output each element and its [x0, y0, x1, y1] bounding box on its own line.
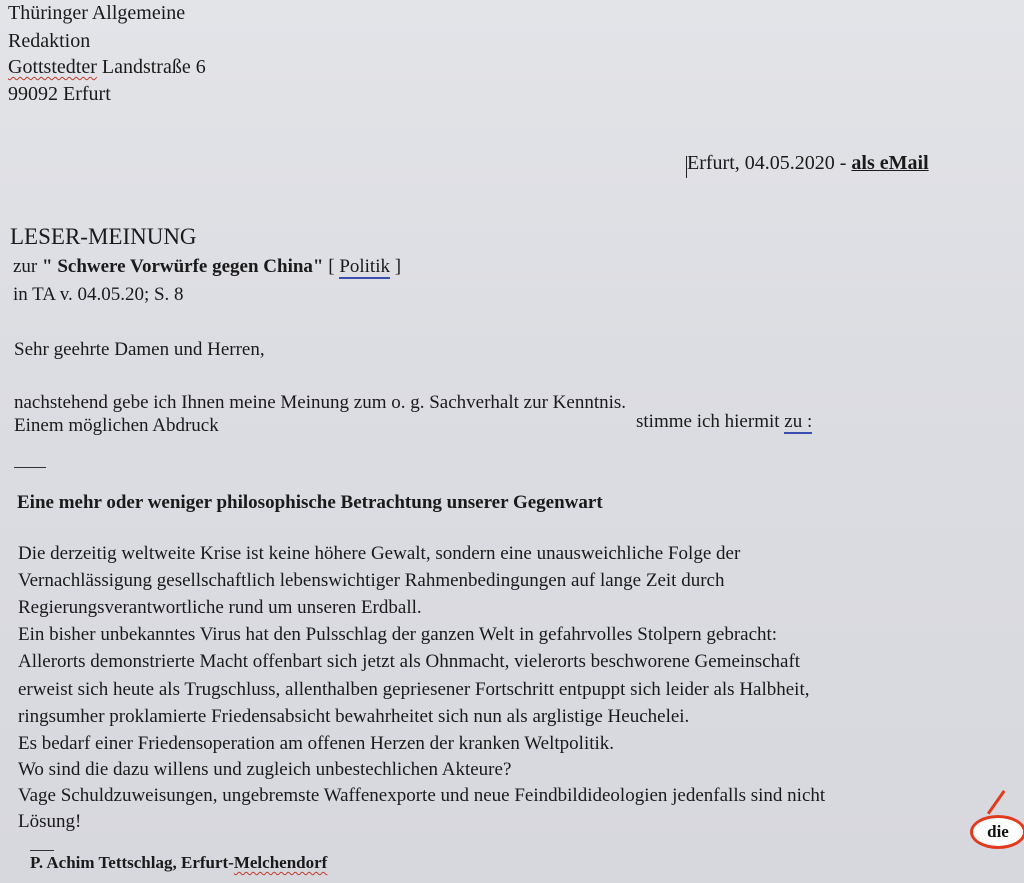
reference-section: Politik	[339, 256, 390, 277]
article-line: Ein bisher unbekanntes Virus hat den Pulsschlag der ganzen Welt in gefahrvolles Stolpern gebracht:	[18, 624, 778, 645]
article-heading: Eine mehr oder weniger philosophische Betrachtung unserer Gegenwart	[17, 492, 603, 513]
date-text: Erfurt, 04.05.2020 -	[687, 152, 852, 174]
intro-line-2: Einem möglichen Abdruck	[14, 415, 219, 436]
recipient-name: Thüringer Allgemeine	[8, 2, 186, 24]
article-line: Lösung!	[18, 811, 82, 832]
reference-bracket-open: [	[323, 256, 340, 277]
consent-line	[636, 411, 812, 433]
recipient-city: 99092 Erfurt	[8, 83, 111, 105]
separator-dash	[14, 467, 46, 468]
article-line: Wo sind die dazu willens und zugleich unbestechlichen Akteure?	[18, 759, 512, 780]
article-line: erweist sich heute als Trugschluss, allenthalben gepriesener Fortschritt entpuppt sich leider als Halbheit,	[18, 679, 810, 700]
salutation: Sehr geehrte Damen und Herren,	[14, 339, 265, 360]
street-name-misspelled: Gottstedter	[8, 56, 97, 78]
article-line: Vage Schuldzuweisungen, ungebremste Waffenexporte und neue Feindbildideologien jedenfalls sind nicht	[18, 785, 826, 806]
insert-word-badge: die	[970, 815, 1024, 849]
signature-district: Melchendorf	[233, 853, 328, 872]
reference-bracket-close: ]	[390, 256, 402, 277]
reference-title: " Schwere Vorwürfe gegen China"	[42, 256, 324, 277]
intro-line-1: nachstehend gebe ich Ihnen meine Meinung zum o. g. Sachverhalt zur Kenntnis.	[14, 392, 627, 413]
consent-text: stimme ich hiermit	[636, 411, 785, 432]
signature-name: P. Achim Tettschlag, Erfurt-	[30, 853, 234, 872]
insert-pointer-line	[987, 790, 1006, 815]
article-line: ringsumher proklamierte Friedensabsicht bewahrheitet sich nun als arglistige Heuchelei.	[18, 706, 690, 727]
recipient-department: Redaktion	[8, 30, 91, 52]
article-line: Allerorts demonstrierte Macht offenbart sich jetzt als Ohnmacht, vielerorts beschworene Gemeinschaft	[18, 651, 801, 672]
signature	[30, 853, 327, 873]
date-line	[687, 152, 929, 175]
letter-title: LESER-MEINUNG	[10, 224, 197, 249]
signature-dash	[30, 850, 54, 851]
reference-source: in TA v. 04.05.20; S. 8	[13, 284, 184, 305]
consent-word: zu :	[784, 411, 813, 432]
article-line: Vernachlässigung gesellschaftlich lebenswichtiger Rahmenbedingungen auf lange Zeit durch	[18, 570, 725, 591]
article-reference	[13, 256, 401, 278]
delivery-method: als eMail	[851, 152, 929, 174]
recipient-street	[8, 56, 206, 79]
reference-prefix: zur	[13, 256, 43, 277]
article-line: Regierungsverantwortliche rund um unseren Erdball.	[18, 597, 422, 618]
street-rest: Landstraße 6	[96, 56, 206, 78]
article-line: Es bedarf einer Friedensoperation am offenen Herzen der kranken Weltpolitik.	[18, 733, 615, 754]
article-line: Die derzeitig weltweite Krise ist keine höhere Gewalt, sondern eine unausweichliche Folge der	[18, 543, 741, 564]
